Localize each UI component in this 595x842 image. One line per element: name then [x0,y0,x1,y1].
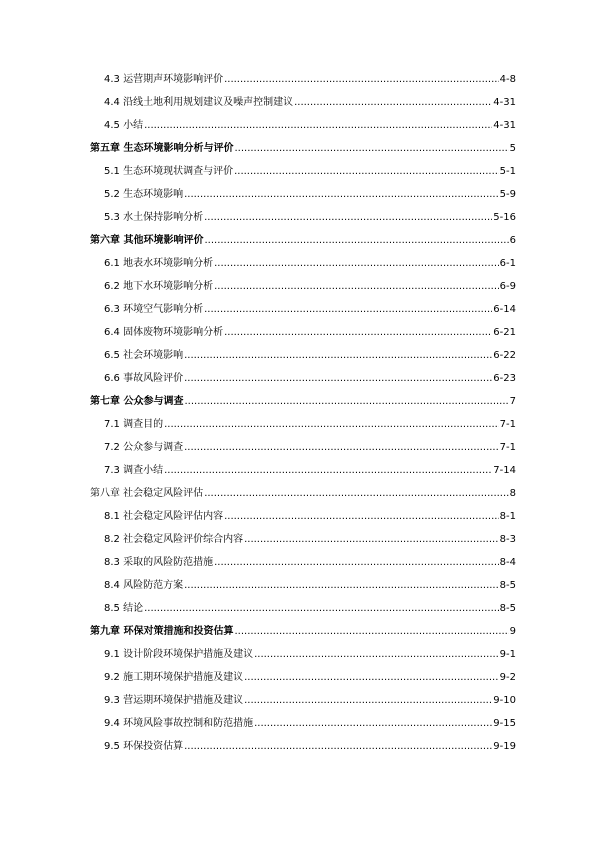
toc-section-entry[interactable] [90,574,516,597]
toc-entry-label: 6.5 社会环境影响 [104,350,184,361]
toc-entry-label: 7.2 公众参与调查 [104,442,184,453]
toc-chapter-entry[interactable] [90,482,516,505]
toc-leader-dots [234,137,508,160]
toc-leader-dots [144,114,492,137]
toc-entry-page-number: 5-1 [499,166,516,177]
toc-entry-page-number: 8-5 [499,603,516,614]
toc-entry-label: 5.2 生态环境影响 [104,189,184,200]
toc-entry-page-number: 9-10 [493,695,516,706]
toc-leader-dots [244,666,499,689]
toc-section-entry[interactable] [90,666,516,689]
toc-section-entry[interactable] [90,689,516,712]
toc-leader-dots [254,643,499,666]
toc-entry-label: 8.5 结论 [104,603,144,614]
toc-entry-page-number: 6-21 [493,327,516,338]
toc-entry-page-number: 8 [509,488,516,499]
toc-section-entry[interactable] [90,597,516,620]
toc-entry-page-number: 6-14 [493,304,516,315]
toc-leader-dots [224,505,499,528]
toc-entry-label: 第七章 公众参与调查 [90,396,184,407]
toc-section-entry[interactable] [90,643,516,666]
toc-section-entry[interactable] [90,252,516,275]
toc-entry-label: 9.1 设计阶段环境保护措施及建议 [104,649,254,660]
toc-section-entry[interactable] [90,68,516,91]
toc-entry-page-number: 5-9 [499,189,516,200]
toc-leader-dots [214,551,499,574]
toc-chapter-entry[interactable] [90,390,516,413]
toc-entry-label: 9.3 营运期环境保护措施及建议 [104,695,244,706]
toc-entry-label: 6.3 环境空气影响分析 [104,304,204,315]
toc-entry-page-number: 6-23 [493,373,516,384]
toc-section-entry[interactable] [90,344,516,367]
toc-entry-label: 4.3 运营期声环境影响评价 [104,74,224,85]
toc-section-entry[interactable] [90,91,516,114]
toc-section-entry[interactable] [90,505,516,528]
toc-entry-label: 7.1 调查目的 [104,419,164,430]
toc-entry-label: 8.2 社会稳定风险评价综合内容 [104,534,244,545]
toc-entry-page-number: 4-31 [493,120,516,131]
toc-leader-dots [184,436,499,459]
toc-section-entry[interactable] [90,436,516,459]
toc-section-entry[interactable] [90,183,516,206]
toc-entry-label: 8.1 社会稳定风险评估内容 [104,511,224,522]
toc-leader-dots [254,712,492,735]
toc-entry-label: 9.5 环保投资估算 [104,741,184,752]
toc-entry-page-number: 9-2 [499,672,516,683]
toc-leader-dots [204,482,508,505]
toc-section-entry[interactable] [90,275,516,298]
toc-leader-dots [184,390,508,413]
toc-entry-page-number: 6 [509,235,516,246]
toc-entry-page-number: 5 [509,143,516,154]
toc-leader-dots [204,206,492,229]
toc-leader-dots [214,275,499,298]
toc-entry-page-number: 6-9 [499,281,516,292]
toc-leader-dots [144,597,499,620]
toc-leader-dots [164,459,492,482]
toc-entry-page-number: 4-8 [499,74,516,85]
toc-leader-dots [204,298,492,321]
toc-entry-page-number: 9-1 [499,649,516,660]
toc-entry-label: 第五章 生态环境影响分析与评价 [90,143,234,154]
toc-leader-dots [184,344,492,367]
toc-leader-dots [184,735,492,758]
toc-entry-page-number: 8-3 [499,534,516,545]
toc-section-entry[interactable] [90,712,516,735]
toc-entry-page-number: 8-4 [499,557,516,568]
toc-section-entry[interactable] [90,206,516,229]
toc-entry-page-number: 7-1 [499,442,516,453]
toc-leader-dots [294,91,492,114]
toc-entry-label: 6.6 事故风险评价 [104,373,184,384]
toc-entry-label: 9.2 施工期环境保护措施及建议 [104,672,244,683]
toc-section-entry[interactable] [90,321,516,344]
table-of-contents [90,68,516,758]
toc-leader-dots [184,183,499,206]
toc-entry-label: 第九章 环保对策措施和投资估算 [90,626,234,637]
toc-entry-label: 4.4 沿线土地利用规划建议及噪声控制建议 [104,97,294,108]
toc-entry-label: 6.2 地下水环境影响分析 [104,281,214,292]
toc-entry-page-number: 9-19 [493,741,516,752]
toc-entry-page-number: 8-5 [499,580,516,591]
toc-leader-dots [204,229,508,252]
toc-entry-page-number: 6-1 [499,258,516,269]
toc-entry-label: 9.4 环境风险事故控制和防范措施 [104,718,254,729]
toc-section-entry[interactable] [90,114,516,137]
toc-entry-label: 第六章 其他环境影响评价 [90,235,204,246]
toc-entry-page-number: 9-15 [493,718,516,729]
toc-entry-label: 8.4 风险防范方案 [104,580,184,591]
toc-leader-dots [234,160,499,183]
toc-section-entry[interactable] [90,367,516,390]
toc-entry-label: 4.5 小结 [104,120,144,131]
toc-entry-label: 6.4 固体废物环境影响分析 [104,327,224,338]
toc-entry-page-number: 5-16 [493,212,516,223]
toc-section-entry[interactable] [90,413,516,436]
toc-leader-dots [224,321,492,344]
toc-leader-dots [244,689,492,712]
toc-entry-page-number: 9 [509,626,516,637]
toc-entry-page-number: 7-1 [499,419,516,430]
toc-leader-dots [244,528,499,551]
toc-entry-page-number: 4-31 [493,97,516,108]
toc-leader-dots [184,367,492,390]
toc-entry-page-number: 7 [509,396,516,407]
toc-section-entry[interactable] [90,298,516,321]
toc-entry-label: 8.3 采取的风险防范措施 [104,557,214,568]
toc-entry-label: 5.3 水土保持影响分析 [104,212,204,223]
toc-section-entry[interactable] [90,160,516,183]
toc-entry-page-number: 8-1 [499,511,516,522]
toc-leader-dots [214,252,499,275]
toc-entry-label: 第八章 社会稳定风险评估 [90,488,204,499]
toc-entry-page-number: 7-14 [493,465,516,476]
toc-entry-label: 7.3 调查小结 [104,465,164,476]
toc-section-entry[interactable] [90,528,516,551]
toc-entry-page-number: 6-22 [493,350,516,361]
toc-chapter-entry[interactable] [90,229,516,252]
toc-leader-dots [164,413,499,436]
toc-section-entry[interactable] [90,735,516,758]
toc-leader-dots [234,620,508,643]
toc-chapter-entry[interactable] [90,620,516,643]
toc-leader-dots [224,68,499,91]
toc-entry-label: 5.1 生态环境现状调查与评价 [104,166,234,177]
toc-section-entry[interactable] [90,551,516,574]
toc-section-entry[interactable] [90,459,516,482]
toc-chapter-entry[interactable] [90,137,516,160]
toc-leader-dots [184,574,499,597]
toc-entry-label: 6.1 地表水环境影响分析 [104,258,214,269]
